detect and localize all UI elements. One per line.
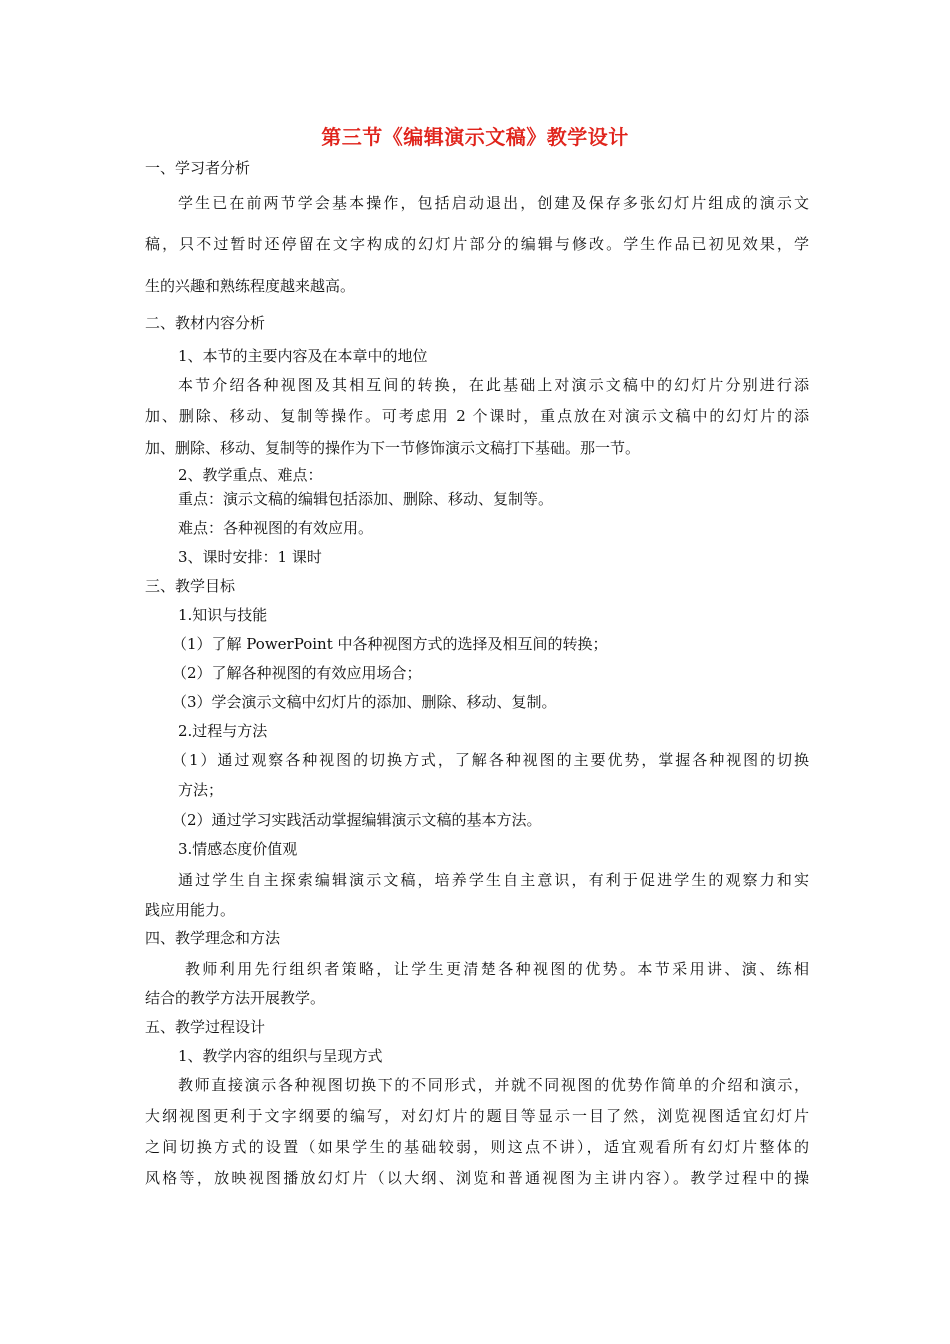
goal-item-continued: 方法； — [178, 781, 224, 799]
document-title: 第三节《编辑演示文稿》教学设计 — [321, 125, 629, 149]
paragraph-line: 教师直接演示各种视图切换下的不同形式，并就不同视图的优势作简单的介绍和演示， — [178, 1076, 809, 1094]
paragraph-line: 加、删除、移动、复制等操作。可考虑用 2 个课时，重点放在对演示文稿中的幻灯片的添 — [145, 407, 809, 425]
paragraph-line: 结合的教学方法开展教学。 — [145, 989, 326, 1007]
goal-item: （2）了解各种视图的有效应用场合； — [172, 664, 422, 682]
paragraph-line: 风格等，放映视图播放幻灯片（以大纲、浏览和普通视图为主讲内容）。教学过程中的操 — [145, 1169, 809, 1187]
paragraph-line: 之间切换方式的设置（如果学生的基础较弱，则这点不讲），适宜观看所有幻灯片整体的 — [145, 1138, 809, 1156]
difficult-point-text: 难点：各种视图的有效应用。 — [178, 519, 374, 537]
goal-item: （3）学会演示文稿中幻灯片的添加、删除、移动、复制。 — [172, 693, 557, 711]
goal-process-methods: 2.过程与方法 — [178, 722, 268, 740]
key-point-text: 重点：演示文稿的编辑包括添加、删除、移动、复制等。 — [178, 490, 554, 508]
subheading-organization: 1、教学内容的组织与呈现方式 — [178, 1047, 383, 1065]
paragraph-line: 加、删除、移动、复制等的操作为下一节修饰演示文稿打下基础。那一节。 — [145, 439, 641, 457]
section-heading-teaching-goals: 三、教学目标 — [145, 577, 236, 595]
section-heading-teaching-philosophy: 四、教学理念和方法 — [145, 929, 281, 947]
subheading-class-hours: 3、课时安排：1 课时 — [178, 548, 322, 566]
section-heading-learner-analysis: 一、学习者分析 — [145, 159, 251, 177]
goal-emotion-values: 3.情感态度价值观 — [178, 840, 298, 858]
goal-knowledge-skills: 1.知识与技能 — [178, 606, 268, 624]
section-heading-material-analysis: 二、教材内容分析 — [145, 314, 266, 332]
section-heading-process-design: 五、教学过程设计 — [145, 1018, 266, 1036]
paragraph-line: 践应用能力。 — [145, 901, 236, 919]
goal-item: （2）通过学习实践活动掌握编辑演示文稿的基本方法。 — [172, 811, 542, 829]
paragraph-line: 稿，只不过暂时还停留在文字构成的幻灯片部分的编辑与修改。学生作品已初见效果，学 — [145, 235, 809, 253]
paragraph-line: 学生已在前两节学会基本操作，包括启动退出，创建及保存多张幻灯片组成的演示文 — [178, 194, 809, 212]
paragraph-line: 教师利用先行组织者策略，让学生更清楚各种视图的优势。本节采用讲、演、练相 — [185, 960, 809, 978]
paragraph-line: 大纲视图更利于文字纲要的编写，对幻灯片的题目等显示一目了然，浏览视图适宜幻灯片 — [145, 1107, 809, 1125]
goal-item: （1）通过观察各种视图的切换方式，了解各种视图的主要优势，掌握各种视图的切换 — [172, 751, 809, 769]
paragraph-line: 通过学生自主探索编辑演示文稿，培养学生自主意识，有利于促进学生的观察力和实 — [178, 871, 809, 889]
goal-item: （1）了解 PowerPoint 中各种视图方式的选择及相互间的转换； — [172, 635, 608, 653]
subheading-key-difficult: 2、教学重点、难点： — [178, 466, 323, 484]
paragraph-line: 生的兴趣和熟练程度越来越高。 — [145, 277, 356, 295]
paragraph-line: 本节介绍各种视图及其相互间的转换，在此基础上对演示文稿中的幻灯片分别进行添 — [178, 376, 809, 394]
subheading-content-position: 1、本节的主要内容及在本章中的地位 — [178, 347, 428, 365]
